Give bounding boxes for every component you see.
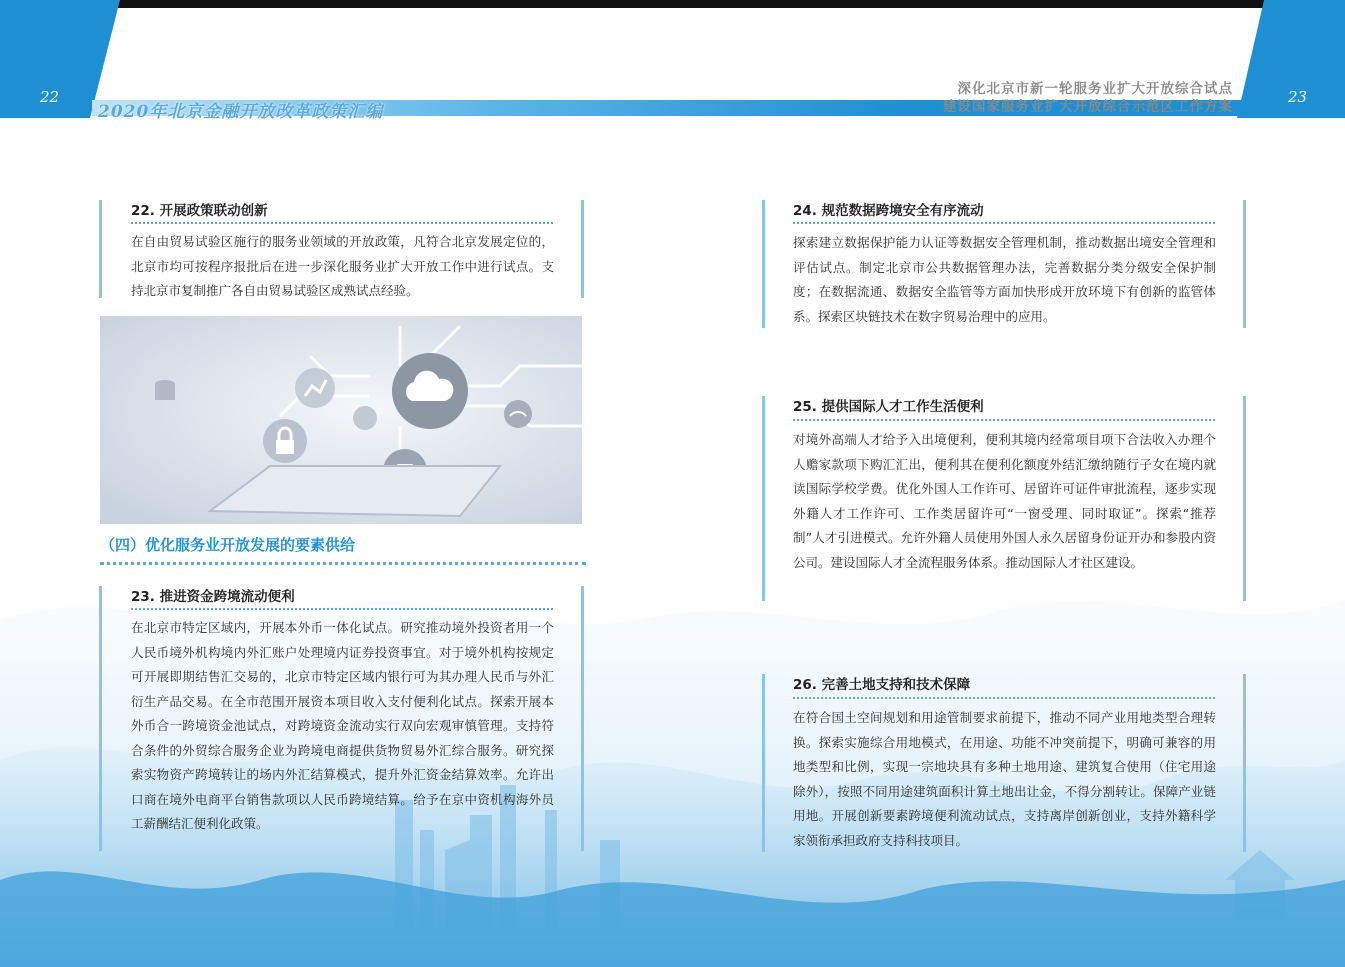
page-number-right: 23 (1288, 88, 1308, 106)
section-24-left-bar (762, 200, 765, 328)
section-22-body: 在自由贸易试验区施行的服务业领域的开放政策，凡符合北京发展定位的，北京市均可按程序报批后在进一步深化服务业扩大开放工作中进行试点。支持北京市复制推广各自由贸易试验区成熟试点经验。 (131, 234, 554, 298)
section-23-left-bar (99, 586, 102, 851)
top-black-bar (0, 0, 1345, 8)
section-23-divider (131, 608, 553, 610)
tech-illustration (100, 316, 582, 524)
section-23-title: 23. 推进资金跨境流动便利 (131, 589, 295, 605)
page-number-left: 22 (40, 88, 60, 106)
subsection-heading: （四）优化服务业开放发展的要素供给 (100, 536, 356, 554)
section-25-body: 对境外高端人才给予入出境便利，便利其境内经常项目项下合法收入办理个人赡家款项下购汇汇出，便利其在便利化额度外结汇缴纳随行子女在境内就读国际学校学费。优化外国人工作许可、居留许可证件审批流程，逐步实现外籍人才工作许可、工作类居留许可“一窗受理、同时取证”。探索“推荐制”人才引进模式。允许外籍人员使用外国人永久居留身份证开办和参股内资公司。建设国际人才全流程服务体系。推动国际人才社区建设。 (793, 432, 1216, 570)
lock-icon (263, 419, 307, 463)
section-24-title: 24. 规范数据跨境安全有序流动 (793, 203, 984, 219)
section-25-title: 25. 提供国际人才工作生活便利 (793, 399, 984, 415)
section-26-divider (793, 697, 1215, 699)
wifi-icon (504, 400, 532, 428)
section-25-divider (793, 419, 1215, 421)
section-25-left-bar (762, 396, 765, 601)
section-26-right-bar (1243, 674, 1246, 852)
section-22-divider (131, 222, 553, 224)
document-title-line1: 深化北京市新一轮服务业扩大开放综合试点 (957, 81, 1233, 97)
section-24-divider (793, 222, 1215, 224)
section-24-right-bar (1243, 200, 1246, 328)
section-22-right-bar (581, 200, 584, 298)
section-26-title: 26. 完善土地支持和技术保障 (793, 677, 971, 693)
section-26-left-bar (762, 674, 765, 852)
section-26-body: 在符合国土空间规划和用途管制要求前提下，推动不同产业用地类型合理转换。探索实施综合用地模式，在用途、功能不冲突前提下，明确可兼容的用地类型和比例，实现一宗地块具有多种土地用途、建筑复合使用（住宅用途除外），按照不同用途建筑面积计算土地出让金，不得分割转让。保障产业链用地。开展创新要素跨境便利流动试点，支持离岸创新创业，支持外籍科学家领衔承担政府支持科技项目。 (793, 710, 1216, 848)
subsection-divider (100, 562, 586, 565)
key-icon (353, 406, 377, 430)
database-icon (155, 380, 175, 400)
section-23-right-bar (581, 586, 584, 851)
cloud-icon (392, 353, 468, 429)
section-22-left-bar (99, 200, 102, 298)
document-title-line2: 建设国家服务业扩大开放综合示范区工作方案 (943, 99, 1233, 115)
chart-icon (295, 368, 335, 408)
section-23-body: 在北京市特定区域内，开展本外币一体化试点。研究推动境外投资者用一个人民币境外机构境内外汇账户处理境内证券投资事宜。对于境外机构按规定可开展即期结售汇交易的，北京市特定区域内银行可为其办理人民币与外汇衍生产品交易。在全市范围开展资本项目收入支付便利化试点。探索开展本外币合一跨境资金池试点，对跨境资金流动实行双向宏观审慎管理。支持符合条件的外贸综合服务企业为跨境电商提供货物贸易外汇综合服务。研究探索实物资产跨境转让的场内外汇结算模式，提升外汇资金结算效率。允许出口商在境外电商平台销售款项以人民币跨境结算。给予在京中资机构海外员工薪酬结汇便利化政策。 (131, 620, 554, 831)
document-title (943, 80, 1233, 116)
section-24-body: 探索建立数据保护能力认证等数据安全管理机制，推动数据出境安全管理和评估试点。制定北京市公共数据管理办法，完善数据分类分级安全保护制度；在数据流通、数据安全监管等方面加快形成开放环境下有创新的监管体系。探索区块链技术在数字贸易治理中的应用。 (793, 235, 1216, 324)
book-title: 2020年北京金融开放改革政策汇编 (98, 102, 384, 122)
section-22-title: 22. 开展政策联动创新 (131, 203, 268, 219)
section-25-right-bar (1243, 396, 1246, 601)
